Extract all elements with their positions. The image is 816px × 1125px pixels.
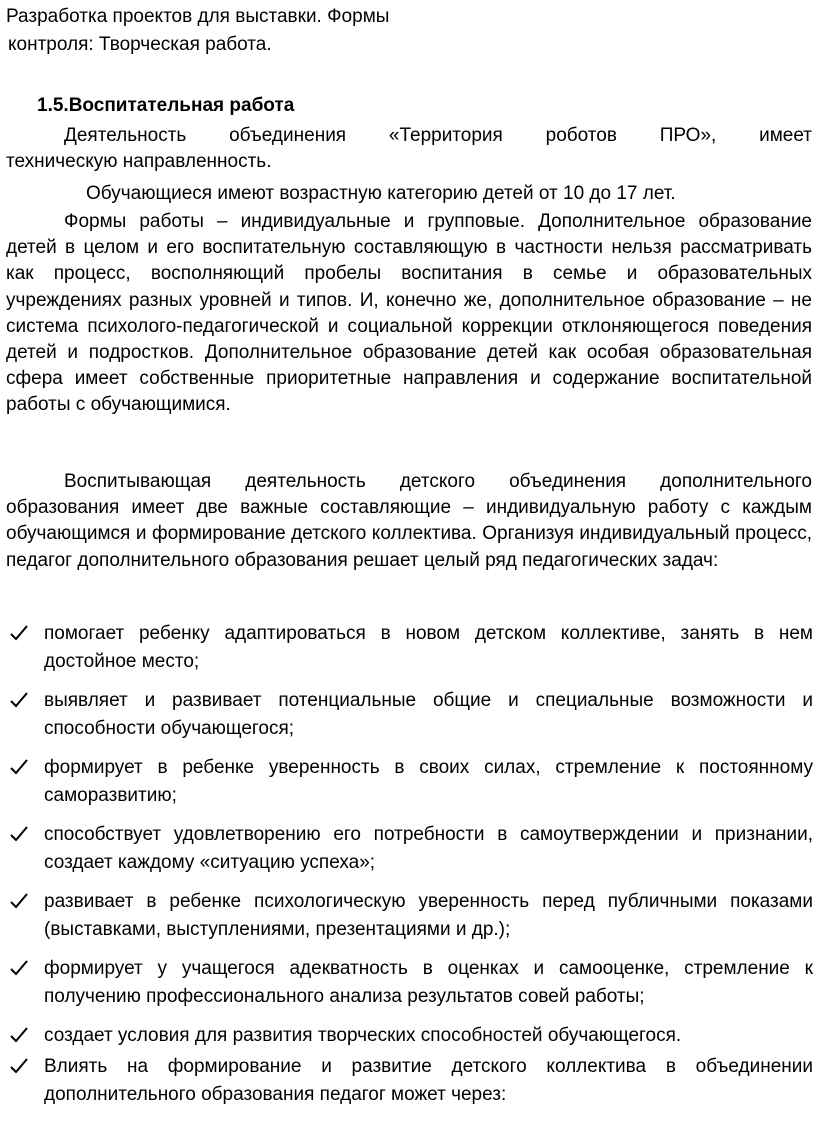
paragraph-activity-first-line [6,123,812,149]
word: Деятельность [64,125,187,146]
list-item [0,687,813,743]
list-item-text: развивает в ребенке психологическую уверенность перед публичными показами (выставками, выступлениями, презентациями и др.); [44,891,813,940]
list-item [0,1053,813,1109]
list-item [0,1022,813,1050]
checkmark-icon [9,690,29,710]
paragraph-age-category: Обучающиеся имеют возрастную категорию детей от 10 до 17 лет. [86,183,676,204]
document-header-line-2: контроля: Творческая работа. [8,34,272,55]
paragraph-educational-activity: Воспитывающая деятельность детского объединения дополнительного образования имеет две важные составляющие – индивидуальную работу с каждым обучающимся и формирование детского коллектива. Организуя индивидуальный процесс, педагог дополнительного образования решает целый ряд педагогических задач: [6,471,812,571]
checkmark-icon [9,757,29,777]
list-item-text: формирует в ребенке уверенность в своих силах, стремление к постоянному саморазвитию; [44,757,813,806]
list-item-text: выявляет и развивает потенциальные общие и специальные возможности и способности обучающегося; [44,690,813,739]
task-list [0,620,816,1109]
word: имеет [759,125,812,146]
checkmark-icon [9,623,29,643]
list-item [0,888,813,944]
word: объединения [229,125,347,146]
checkmark-icon [9,1025,29,1045]
section-title: 1.5.Воспитательная работа [37,95,295,116]
list-item [0,620,813,676]
list-item-text: формирует у учащегося адекватность в оценках и самооценке, стремление к получению профессионального анализа результатов совей работы; [44,958,813,1007]
paragraph-activity-rest: техническую направленность. [6,151,272,173]
paragraph-forms-of-work: Формы работы – индивидуальные и групповые. Дополнительное образование детей в целом и его воспитательную составляющую в частности нельзя рассматривать как процесс, восполняющий пробелы воспитания в семье и образовательных учреждениях разных уровней и типов. И, конечно же, дополнительное образование – не система психолого-педагогической и социальной коррекции отклоняющегося поведения детей и подростков. Дополнительное образование детей как особая образовательная сфера имеет собственные приоритетные направления и содержание воспитательной работы с обучающимися. [6,211,812,416]
document-header-line-1: Разработка проектов для выставки. Формы [6,6,390,27]
list-item [0,821,813,877]
list-item [0,754,813,810]
list-item-text: способствует удовлетворению его потребности в самоутверждении и признании, создает каждому «ситуацию успеха»; [44,824,813,873]
checkmark-icon [9,891,29,911]
list-item-text: Влиять на формирование и развитие детского коллектива в объединении дополнительного образования педагог может через: [44,1056,813,1105]
list-item [0,955,813,1011]
list-item-text: помогает ребенку адаптироваться в новом детском коллективе, занять в нем достойное место; [44,623,813,672]
list-item-text: создает условия для развития творческих способностей обучающегося. [44,1025,682,1046]
word: роботов [545,125,617,146]
word: «Территория [388,125,503,146]
checkmark-icon [9,958,29,978]
paragraph-activity [6,123,812,175]
checkmark-icon [9,824,29,844]
word: ПРО», [659,125,717,146]
checkmark-icon [9,1056,29,1076]
